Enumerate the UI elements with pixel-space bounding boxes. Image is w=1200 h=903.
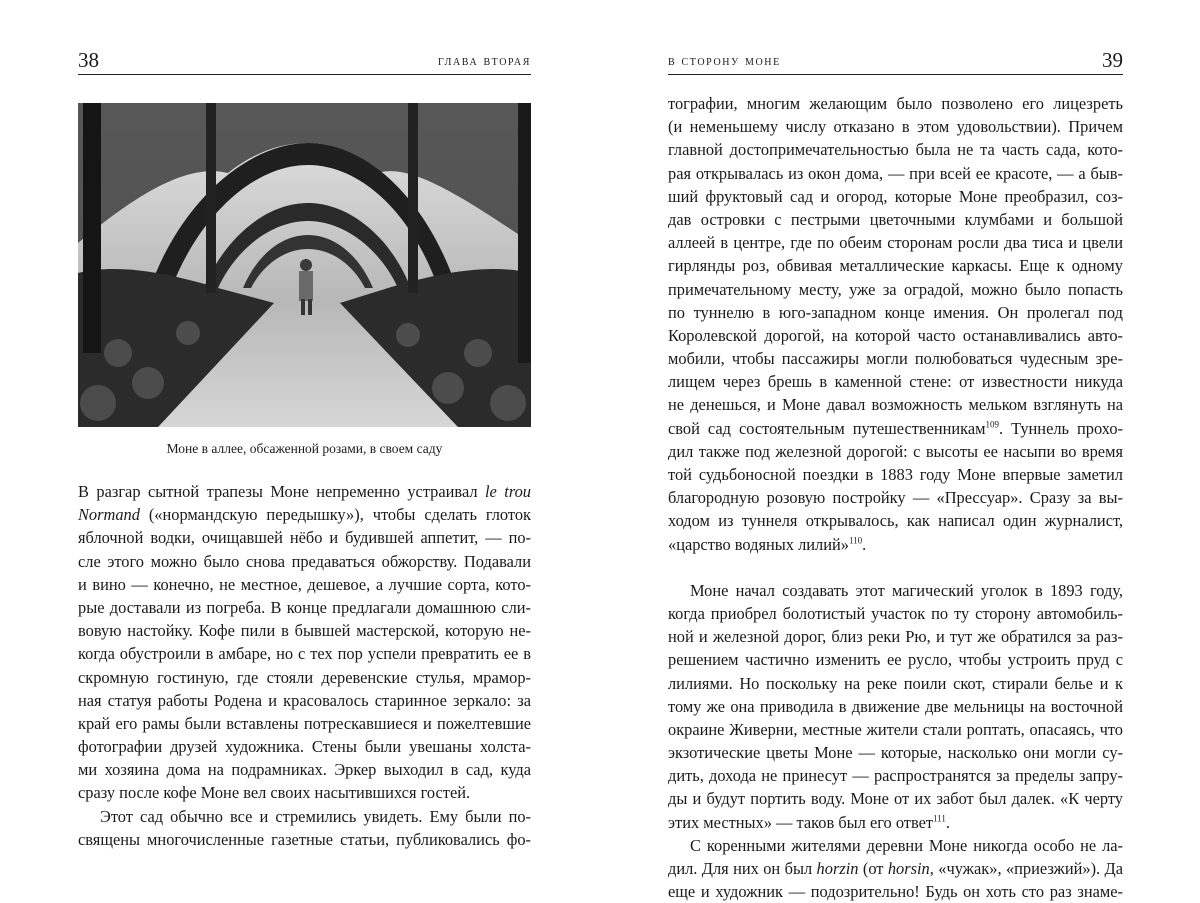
left-page bbox=[0, 0, 600, 899]
text-run: . bbox=[862, 534, 867, 554]
text-run: (и неменьшему числу отказано в этом удовольствии). Причем bbox=[668, 117, 1123, 137]
text-run: сле этого можно было снова предаваться обжорству. Подавали bbox=[78, 551, 531, 571]
footnote-ref: 110 bbox=[848, 535, 863, 546]
text-run: экзотические цветы Моне — которые, насколько они могли су- bbox=[668, 743, 1123, 763]
text-line bbox=[668, 463, 1123, 486]
text-line bbox=[78, 689, 531, 712]
text-line bbox=[78, 805, 531, 828]
text-line bbox=[668, 208, 1123, 231]
text-run: когда приобрел болотистый участок по ту сторону автомобиль- bbox=[668, 603, 1123, 623]
text-run: horsin bbox=[887, 859, 930, 878]
text-line bbox=[668, 718, 1123, 741]
text-run: окраине Живерни, местные жители стали роптать, опасаясь, что bbox=[668, 719, 1123, 739]
text-line bbox=[668, 162, 1123, 185]
text-run: фотографии друзей художника. Стены были увешаны холста- bbox=[78, 737, 531, 757]
text-line bbox=[668, 440, 1123, 463]
text-run: ная статуя работы Родена и красовалось старинное зеркало: за bbox=[78, 690, 531, 710]
text-run: край его рамы были вставлены потрескавшиеся и пожелтевшие bbox=[78, 713, 531, 733]
text-line bbox=[78, 642, 531, 665]
text-line bbox=[668, 602, 1123, 625]
text-line bbox=[668, 509, 1123, 532]
text-line bbox=[668, 185, 1123, 208]
running-head: глава вторая bbox=[437, 53, 531, 69]
text-line bbox=[668, 324, 1123, 347]
text-run: ды и будут портить воду. Моне от их забот был далек. «К черту bbox=[668, 789, 1123, 809]
text-line bbox=[668, 857, 1123, 880]
text-run: вовую настойку. Кофе пили в бывшей мастерской, которую не- bbox=[78, 621, 531, 641]
text-run: яблочной водки, очищавшей нёбо и будившей аппетит, — по- bbox=[78, 528, 531, 548]
text-run: лищем через брешь в каменной стене: от известности никуда bbox=[668, 372, 1123, 392]
text-run: ший фруктовый сад и огород, которые Моне преобразил, соз- bbox=[668, 186, 1123, 206]
right-header bbox=[668, 46, 1123, 75]
text-run: рая открывалась из окон дома, — при всей ее красоте, — а быв- bbox=[668, 163, 1123, 183]
text-run: гирлянды роз, обвивая металлические каркасы. Еще к одному bbox=[668, 256, 1123, 276]
garden-photo bbox=[78, 103, 531, 427]
text-run: примечательному месту, уже за оградой, можно было попасть bbox=[668, 279, 1123, 299]
text-run: главной достопримечательностью была не та часть сада, кото- bbox=[668, 140, 1123, 160]
text-run: дил также под железной дорогой: с высоты ее насыпи во время bbox=[668, 441, 1123, 461]
text-run: скромную гостиную, где стояли деревенские стулья, мрамор- bbox=[78, 667, 531, 687]
text-run: В разгар сытной трапезы Моне непременно устраивал bbox=[78, 482, 485, 501]
text-run: свой сад состоятельным путешественникам bbox=[668, 418, 986, 438]
text-line bbox=[668, 533, 1123, 556]
text-run: решением частично изменить ее русло, чтобы устроить пруд с bbox=[668, 650, 1123, 670]
text-line bbox=[668, 347, 1123, 370]
text-line bbox=[668, 625, 1123, 648]
left-text-body bbox=[78, 480, 531, 851]
text-line bbox=[78, 550, 531, 573]
page-number: 39 bbox=[1102, 48, 1123, 72]
text-line bbox=[668, 880, 1123, 903]
text-line bbox=[668, 370, 1123, 393]
text-line bbox=[78, 758, 531, 781]
text-line bbox=[78, 503, 531, 526]
text-run: дить, дохода не принесут — распространятся за пределы запру- bbox=[668, 766, 1123, 786]
text-run: когда обустроили в амбаре, но с тех пор успели превратить ее в bbox=[78, 644, 531, 664]
text-line bbox=[668, 672, 1123, 695]
photo-caption: Моне в аллее, обсаженной розами, в своем саду bbox=[166, 441, 443, 456]
right-page bbox=[600, 0, 1200, 902]
text-run: еще и художник — подозрительно! Будь он хоть сто раз знаме- bbox=[668, 882, 1123, 902]
text-line bbox=[668, 579, 1123, 602]
text-run: («нормандскую передышку»), чтобы сделать глоток bbox=[139, 505, 531, 525]
text-run: сразу после кофе Моне вел своих насытившихся гостей. bbox=[78, 783, 471, 803]
text-run: лилиями. Но поскольку на реке поили скот, стирали белье и к bbox=[668, 673, 1123, 693]
text-line bbox=[668, 115, 1123, 138]
text-line bbox=[668, 695, 1123, 718]
text-run: Normand bbox=[78, 505, 140, 525]
text-run: дил. Для них он был bbox=[668, 859, 817, 878]
text-line bbox=[668, 301, 1123, 324]
text-run: дав островки с пестрыми цветочными клумбами и большой bbox=[668, 209, 1123, 229]
text-line bbox=[668, 787, 1123, 810]
text-line bbox=[78, 735, 531, 758]
paragraph-gap bbox=[668, 556, 1123, 579]
left-header bbox=[78, 46, 531, 75]
text-run: той судьбоносной поездки в 1883 году Моне впервые заметил bbox=[668, 465, 1123, 484]
text-line bbox=[78, 596, 531, 619]
text-run: ходом из туннеля открывалось, как написал один журналист, bbox=[668, 511, 1123, 531]
text-run: не денешься, и Моне давал возможность мельком взглянуть на bbox=[668, 395, 1123, 415]
right-text-body bbox=[668, 92, 1123, 903]
text-run: священы многочисленные газетные статьи, публиковались фо- bbox=[78, 829, 531, 849]
text-line bbox=[78, 666, 531, 689]
text-line bbox=[668, 278, 1123, 301]
text-run: по туннелю в юго-западном конце имения. Он пролегал под bbox=[668, 302, 1123, 322]
text-run: . Туннель прохо- bbox=[999, 418, 1124, 438]
text-line bbox=[78, 828, 531, 851]
page-number: 38 bbox=[78, 48, 99, 72]
text-line bbox=[668, 741, 1123, 764]
text-line bbox=[668, 764, 1123, 787]
text-run: благородную розовую постройку — «Прессуар». Сразу за вы- bbox=[668, 488, 1123, 508]
text-line bbox=[668, 834, 1123, 857]
text-line bbox=[668, 92, 1123, 115]
text-line bbox=[78, 712, 531, 735]
text-line bbox=[668, 393, 1123, 416]
photo-illustration bbox=[78, 103, 531, 427]
text-run: , «чужак», «приезжий»). Да bbox=[929, 859, 1124, 878]
text-run: рые доставали из погреба. В конце предлагали домашнюю сли- bbox=[78, 597, 531, 617]
text-run: этих местных» — таков был его ответ bbox=[668, 812, 934, 832]
text-line bbox=[78, 619, 531, 642]
text-run: ной и железной дорог, близ реки Рю, и тут же обратился за раз- bbox=[668, 627, 1123, 647]
text-line bbox=[668, 254, 1123, 277]
text-run: horzin bbox=[816, 859, 859, 878]
text-line bbox=[668, 648, 1123, 671]
text-line bbox=[78, 781, 531, 804]
text-run: «царство водяных лилий» bbox=[668, 534, 849, 554]
text-run: (от bbox=[858, 859, 888, 878]
text-line bbox=[668, 417, 1123, 440]
footnote-ref: 111 bbox=[933, 813, 946, 824]
footnote-ref: 109 bbox=[985, 419, 1000, 430]
text-line bbox=[668, 486, 1123, 509]
text-run: . bbox=[945, 812, 951, 832]
text-run: тому же она приводила в движение две мельницы на восточной bbox=[668, 696, 1123, 716]
text-run: тографии, многим желающим было позволено его лицезреть bbox=[668, 94, 1123, 113]
text-line bbox=[668, 231, 1123, 254]
text-line bbox=[668, 811, 1123, 834]
text-run: С коренными жителями деревни Моне никогда особо не ла- bbox=[690, 835, 1123, 855]
text-line bbox=[78, 526, 531, 549]
text-line bbox=[668, 138, 1123, 161]
text-run: аллеей в центре, где по обеим сторонам росли два тиса и цвели bbox=[668, 233, 1123, 253]
text-line bbox=[78, 480, 531, 503]
text-run: и вино — конечно, не местное, дешевое, а лучшие сорта, кото- bbox=[78, 574, 531, 594]
text-run: мобили, чтобы пассажиры могли полюбоваться чудесным зре- bbox=[668, 349, 1123, 369]
text-run: Этот сад обычно все и стремились увидеть. Ему были по- bbox=[100, 806, 531, 826]
text-run: Моне начал создавать этот магический уголок в 1893 году, bbox=[690, 580, 1123, 600]
text-line bbox=[78, 573, 531, 596]
text-run: le trou bbox=[485, 482, 531, 501]
text-run: Королевской дорогой, на которой часто останавливались авто- bbox=[668, 325, 1123, 345]
text-run: ми хозяина дома на подрамниках. Эркер выходил в сад, куда bbox=[78, 760, 531, 780]
running-head: в сторону моне bbox=[668, 53, 781, 69]
